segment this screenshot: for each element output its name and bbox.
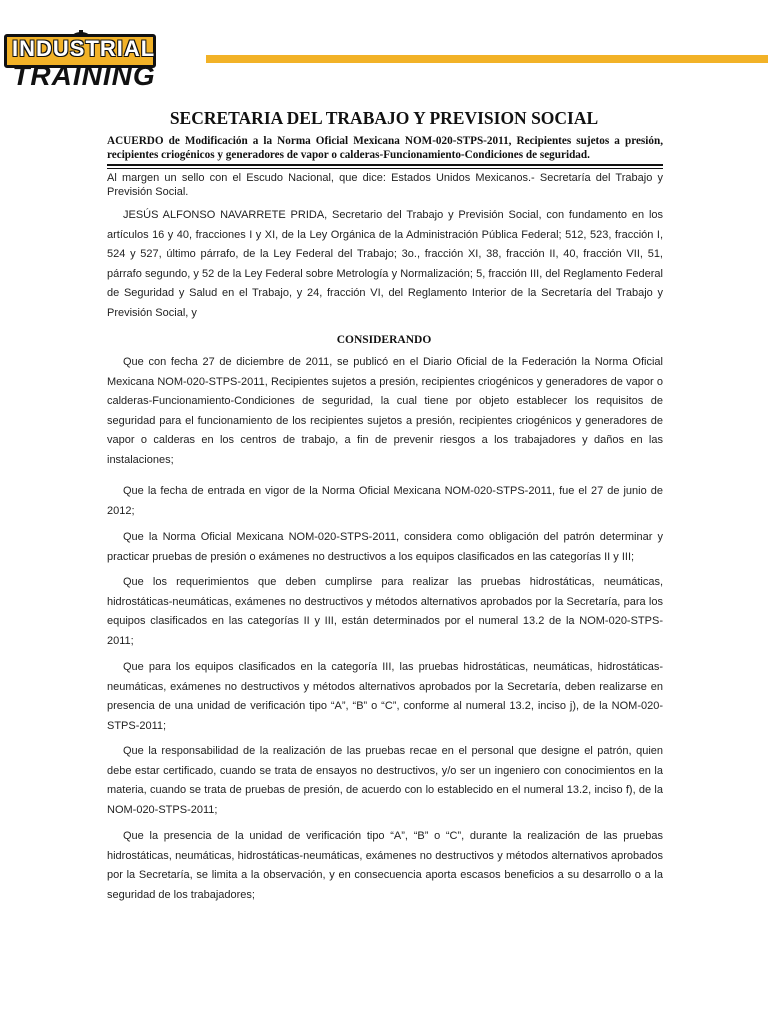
header-accent-bar <box>206 55 768 63</box>
body-paragraph: Que para los equipos clasificados en la categoría III, las pruebas hidrostáticas, neumáticas, hidrostáticas-neumáticas, exámenes no destructivos y métodos alternativos aprobados por la Secretaría, deben realizarse en presencia de una unidad de verificación tipo “A”, “B” o “C”, conforme al numeral 13.2, inciso j), de la NOM-020-STPS-2011; <box>107 661 663 732</box>
logo-text-industrial: INDUSTRIAL <box>12 36 156 61</box>
document-subtitle: ACUERDO de Modificación a la Norma Oficial Mexicana NOM-020-STPS-2011, Recipientes sujetos a presión, recipientes criogénicos y generadores de vapor o calderas-Funcionamiento-Condiciones de seguridad. <box>107 135 663 161</box>
body-paragraph: Que los requerimientos que deben cumplirse para realizar las pruebas hidrostáticas, neumáticas, hidrostáticas-neumáticas, exámenes no destructivos y métodos alternativos aprobados por la Secretaría, para los equipos clasificados en las categorías II y III, están determinados por el numeral 13.2 de la NOM-020-STPS-2011; <box>107 576 663 647</box>
logo-text-training: TRAINING <box>12 60 156 91</box>
body-paragraph: JESÚS ALFONSO NAVARRETE PRIDA, Secretario del Trabajo y Previsión Social, con fundamento en los artículos 16 y 40, fracciones I y XI, de la Ley Orgánica de la Administración Pública Federal; 512, 523, fracción I, 524 y 527, último párrafo, de la Ley Federal del Trabajo; 3o., fracción XI, 38, fracción II, 40, fracción VII, 51, párrafo segundo, y 52 de la Ley Federal sobre Metrología y Normalización; 5, fracción III, del Reglamento Federal de Seguridad y Salud en el Trabajo, y 24, fracción VI, del Reglamento Interior de la Secretaría del Trabajo y Previsión Social, y <box>107 209 663 319</box>
body-paragraph: Que con fecha 27 de diciembre de 2011, se publicó en el Diario Oficial de la Federación la Norma Oficial Mexicana NOM-020-STPS-2011, Recipientes sujetos a presión, recipientes criogénicos y generadores de vapor o calderas-Funcionamiento-Condiciones de seguridad, la cual tiene por objeto establecer los requisitos de seguridad para el funcionamiento de los recipientes sujetos a presión, recipientes criogénicos y generadores de vapor o calderas en los centros de trabajo, a fin de prevenir riesgos a los trabajadores y daños en las instalaciones; <box>107 356 663 466</box>
title-rule-thick <box>107 164 663 166</box>
section-heading-considerando: CONSIDERANDO <box>336 334 432 346</box>
document-title: SECRETARIA DEL TRABAJO Y PREVISION SOCIAL <box>169 108 599 128</box>
body-paragraph: Que la Norma Oficial Mexicana NOM-020-STPS-2011, considera como obligación del patrón determinar y practicar pruebas de presión o exámenes no destructivos a los equipos clasificados en las categorías II y III; <box>107 531 663 563</box>
body-paragraph: Que la fecha de entrada en vigor de la Norma Oficial Mexicana NOM-020-STPS-2011, fue el 27 de junio de 2012; <box>107 485 663 517</box>
intro-paragraph: Al margen un sello con el Escudo Nacional, que dice: Estados Unidos Mexicanos.- Secretaría del Trabajo y Previsión Social. <box>107 172 663 198</box>
body-paragraph: Que la presencia de la unidad de verificación tipo “A”, “B” o “C”, durante la realización de las pruebas hidrostáticas, neumáticas, hidrostáticas-neumáticas, exámenes no destructivos y métodos alternativos aprobados por la Secretaría, se limita a la observación, y en consecuencia aporta escasos beneficios a su desarrollo o a la seguridad de los trabajadores; <box>107 830 663 901</box>
body-paragraph: Que la responsabilidad de la realización de las pruebas recae en el personal que designe el patrón, quien debe estar certificado, cuando se trata de ensayos no destructivos, y/o ser un ingeniero con conocimientos en la materia, cuando se trata de pruebas de presión, de acuerdo con lo establecido en el numeral 13.2, inciso f), de la NOM-020-STPS-2011; <box>107 745 663 816</box>
title-rule-thin <box>107 168 663 169</box>
